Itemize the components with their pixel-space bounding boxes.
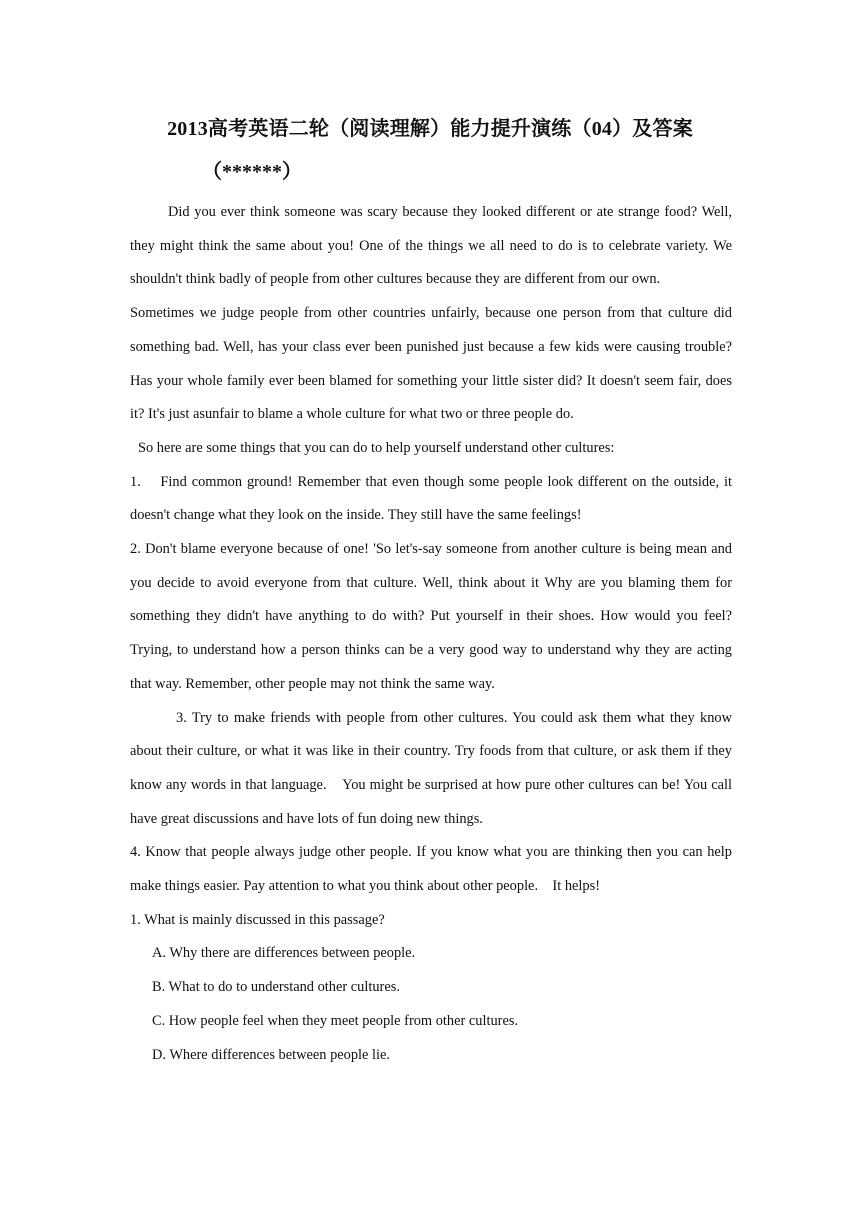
paragraph-judging: Sometimes we judge people from other countries unfairly, because one person from that culture did something bad. Well, has your class ever been punished just because a few kids were causing trouble? Has your whole family ever been blamed for something your little sister did? It doesn't seem fair, does it? It's just asunfair to blame a whole culture for what two or three people do. xyxy=(130,305,732,423)
document-subtitle: （******） xyxy=(202,161,302,183)
answer-option-a: A. Why there are differences between people. xyxy=(152,945,416,962)
paragraph-tips-lead: So here are some things that you can do to help yourself understand other cultures: xyxy=(138,439,615,456)
tip-item-4: 4. Know that people always judge other people. If you know what you are thinking then you can help make things easier. Pay attention to what you think about other people. It helps! xyxy=(130,844,736,895)
tip-item-2: 2. Don't blame everyone because of one! 'So let's-say someone from another culture is being mean and you decide to avoid everyone from that culture. Well, think about it Why are you blaming them for something they didn't have anything to do with? Put yourself in their shoes. How would you feel? Trying, to understand how a person thinks can be a very good way to understand why they are acting that way. Remember, other people may not think the same way. xyxy=(130,541,732,692)
document-title: 2013高考英语二轮（阅读理解）能力提升演练（04）及答案 xyxy=(167,118,693,140)
answer-option-c: C. How people feel when they meet people from other cultures. xyxy=(152,1012,519,1029)
document-body xyxy=(130,196,736,1072)
question-stem: 1. What is mainly discussed in this passage? xyxy=(130,911,385,928)
answer-option-b: B. What to do to understand other cultures. xyxy=(152,979,400,996)
paragraph-intro: Did you ever think someone was scary because they looked different or ate strange food? Well, they might think the same about you! One of the things we all need to do is to celebrate variety. We shouldn't think badly of people from other cultures because they are different from our own. xyxy=(130,204,732,288)
answer-option-d: D. Where differences between people lie. xyxy=(152,1046,391,1063)
tip-item-3: 3. Try to make friends with people from other cultures. You could ask them what they know about their culture, or what it was like in their country. Try foods from that culture, or ask them if they know any words in that language. You might be surprised at how pure other cultures can be! You call have great discussions and have lots of fun doing new things. xyxy=(130,709,736,827)
tip-item-1: 1. Find common ground! Remember that even though some people look different on the outside, it doesn't change what they look on the inside. They still have the same feelings! xyxy=(130,473,736,524)
